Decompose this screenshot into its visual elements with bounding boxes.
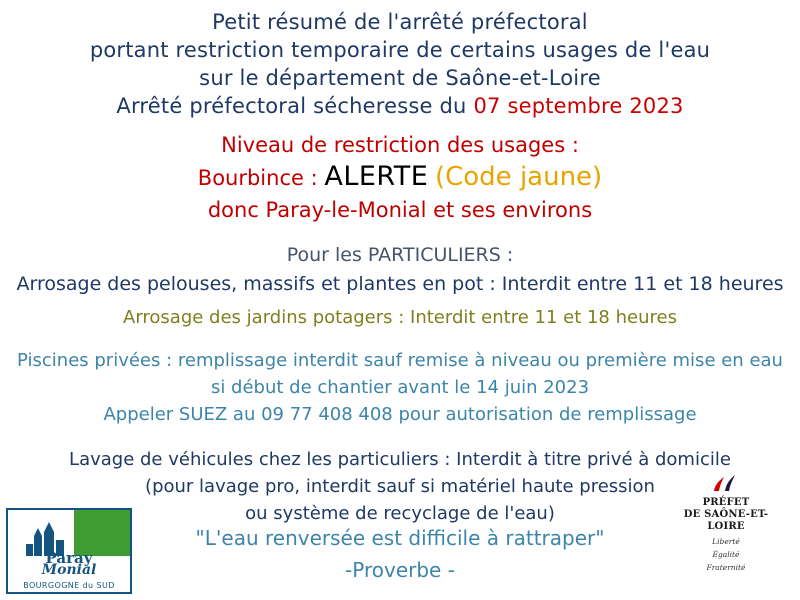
decree-date-line [8,92,792,120]
restriction-block [8,130,792,225]
restriction-level-line [8,160,792,195]
rule-pools-line-2: si début de chantier avant le 14 juin 2023 [210,377,590,398]
marianne-icon [711,472,741,494]
rule-lawns: Arrosage des pelouses, massifs et plantes en pot : Interdit entre 11 et 18 heures [16,273,784,295]
restriction-title: Niveau de restriction des usages : [221,133,579,157]
title-line-1: Petit résumé de l'arrêté préfectoral [212,10,588,34]
logo-city-name-1: Paray [45,549,93,567]
restriction-scope: donc Paray-le-Monial et ses environs [207,198,593,222]
devise-line-2: Égalité [712,550,740,559]
rule-pools-line-3: Appeler SUEZ au 09 77 408 408 pour autorisation de remplissage [103,404,697,425]
devise-line-3: Fraternité [706,563,746,572]
prefecture-title-line-2: DE SAÔNE-ET-LOIRE [683,509,769,532]
devise-line-1: Liberté [712,537,740,546]
logo-city-banner: BOURGOGNE du SUD [23,581,115,590]
logo-city-name-3: Monial [41,562,97,579]
paray-le-monial-logo [6,508,132,594]
rule-vehicles-line-2: (pour lavage pro, interdit sauf si matériel haute pression [145,476,655,497]
restriction-zone-label: Bourbince : [197,166,318,190]
proverb-quote: "L'eau renversée est difficile à rattraper" [195,526,605,550]
title-line-3: sur le département de Saône-et-Loire [199,66,601,90]
proverb-attribution: -Proverbe - [345,558,455,582]
rule-vehicles-line-3: ou système de recyclage de l'eau) [245,503,555,524]
title-line-2: portant restriction temporaire de certains usages de l'eau [89,38,711,62]
rule-vehicles-line-1: Lavage de véhicules chez les particuliers : Interdit à titre privé à domicile [69,449,731,470]
decree-date-value: 07 septembre 2023 [473,94,684,118]
restriction-level-value: ALERTE [324,161,429,192]
restriction-code-value: (Code jaune) [434,162,603,192]
decree-date-prefix: Arrêté préfectoral sécheresse du [116,94,474,118]
rule-pools-line-1: Piscines privées : remplissage interdit sauf remise à niveau ou première mise en eau [17,350,783,371]
particuliers-title: Pour les PARTICULIERS : [286,244,514,266]
prefecture-title-line-1: PRÉFET [702,497,750,508]
rule-pools [8,347,792,428]
rule-gardens: Arrosage des jardins potagers : Interdit entre 11 et 18 heures [123,307,677,328]
prefecture-logo [666,472,786,572]
